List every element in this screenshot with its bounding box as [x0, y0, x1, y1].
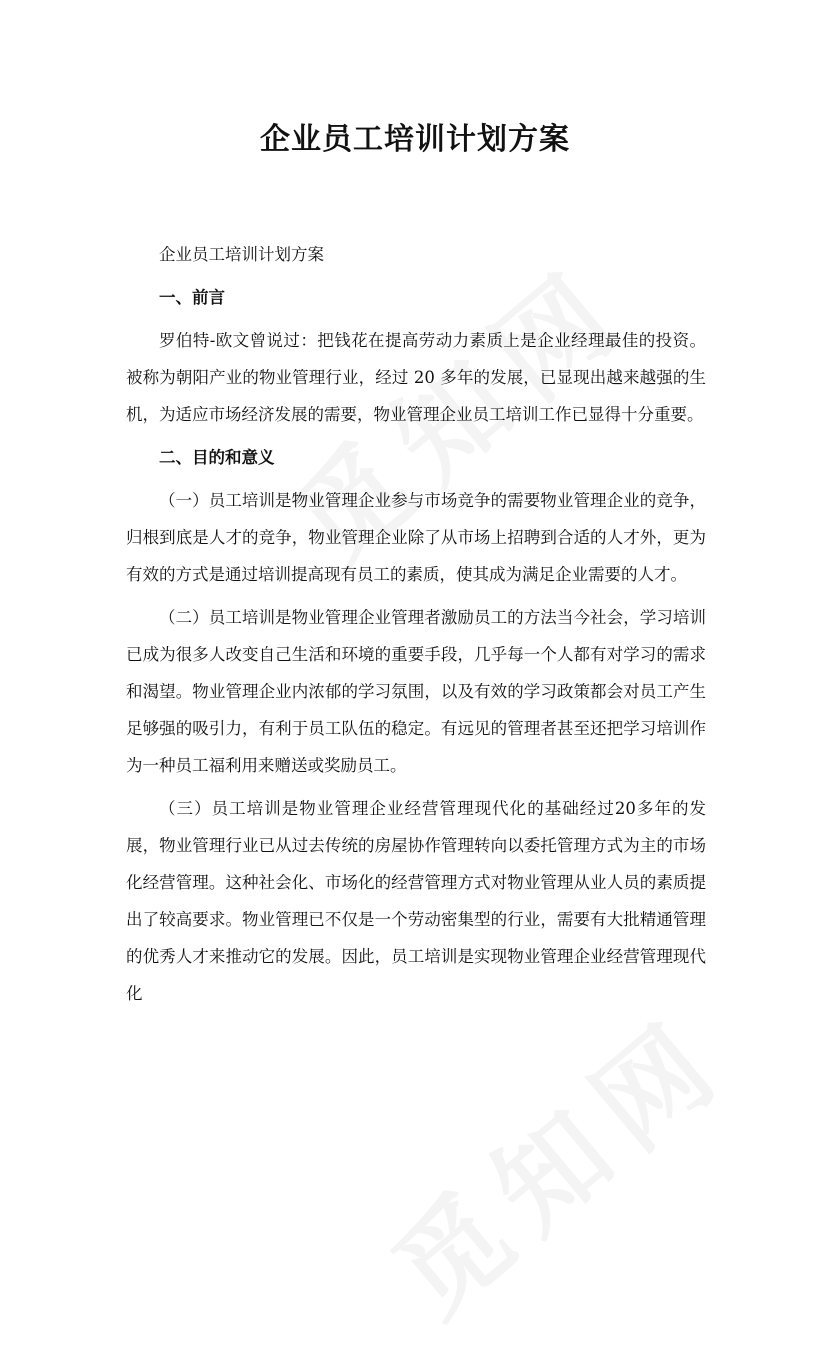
preface-paragraph: 罗伯特-欧文曾说过：把钱花在提高劳动力素质上是企业经理最佳的投资。被称为朝阳产业的物业管理行业，经过 20 多年的发展，已显现出越来越强的生机，为适应市场经济发展的需要，物业管理企业员工培训工作已显得十分重要。 — [126, 331, 706, 424]
purpose-paragraph-2: （二）员工培训是物业管理企业管理者激励员工的方法当今社会，学习培训已成为很多人改变自己生活和环境的重要手段，几乎每一个人都有对学习的需求和渴望。物业管理企业内浓郁的学习氛围，以及有效的学习政策都会对员工产生足够强的吸引力，有利于员工队伍的稳定。有远见的管理者甚至还把学习培训作为一种员工福利用来赠送或奖励员工。 — [126, 608, 706, 775]
document-title: 企业员工培训计划方案 — [260, 122, 570, 157]
document-body — [126, 236, 706, 1012]
purpose-paragraph-3: （三）员工培训是物业管理企业经营管理现代化的基础经过20多年的发展，物业管理行业已从过去传统的房屋协作管理转向以委托管理方式为主的市场化经营管理。这种社会化、市场化的经营管理方式对物业管理从业人员的素质提出了较高要求。物业管理已不仅是一个劳动密集型的行业，需要有大批精通管理的优秀人才来推动它的发展。因此，员工培训是实现物业管理企业经营管理现代化 — [126, 799, 706, 1003]
document-subtitle: 企业员工培训计划方案 — [159, 245, 324, 264]
purpose-paragraph-1: （一）员工培训是物业管理企业参与市场竞争的需要物业管理企业的竞争，归根到底是人才的竞争，物业管理企业除了从市场上招聘到合适的人才外，更为有效的方式是通过培训提高现有员工的素质，使其成为满足企业需要的人才。 — [126, 491, 706, 584]
watermark-graphic-bottom — [355, 973, 755, 1345]
section-heading-purpose: 二、目的和意义 — [159, 448, 275, 467]
section-heading-preface: 一、前言 — [159, 288, 225, 307]
